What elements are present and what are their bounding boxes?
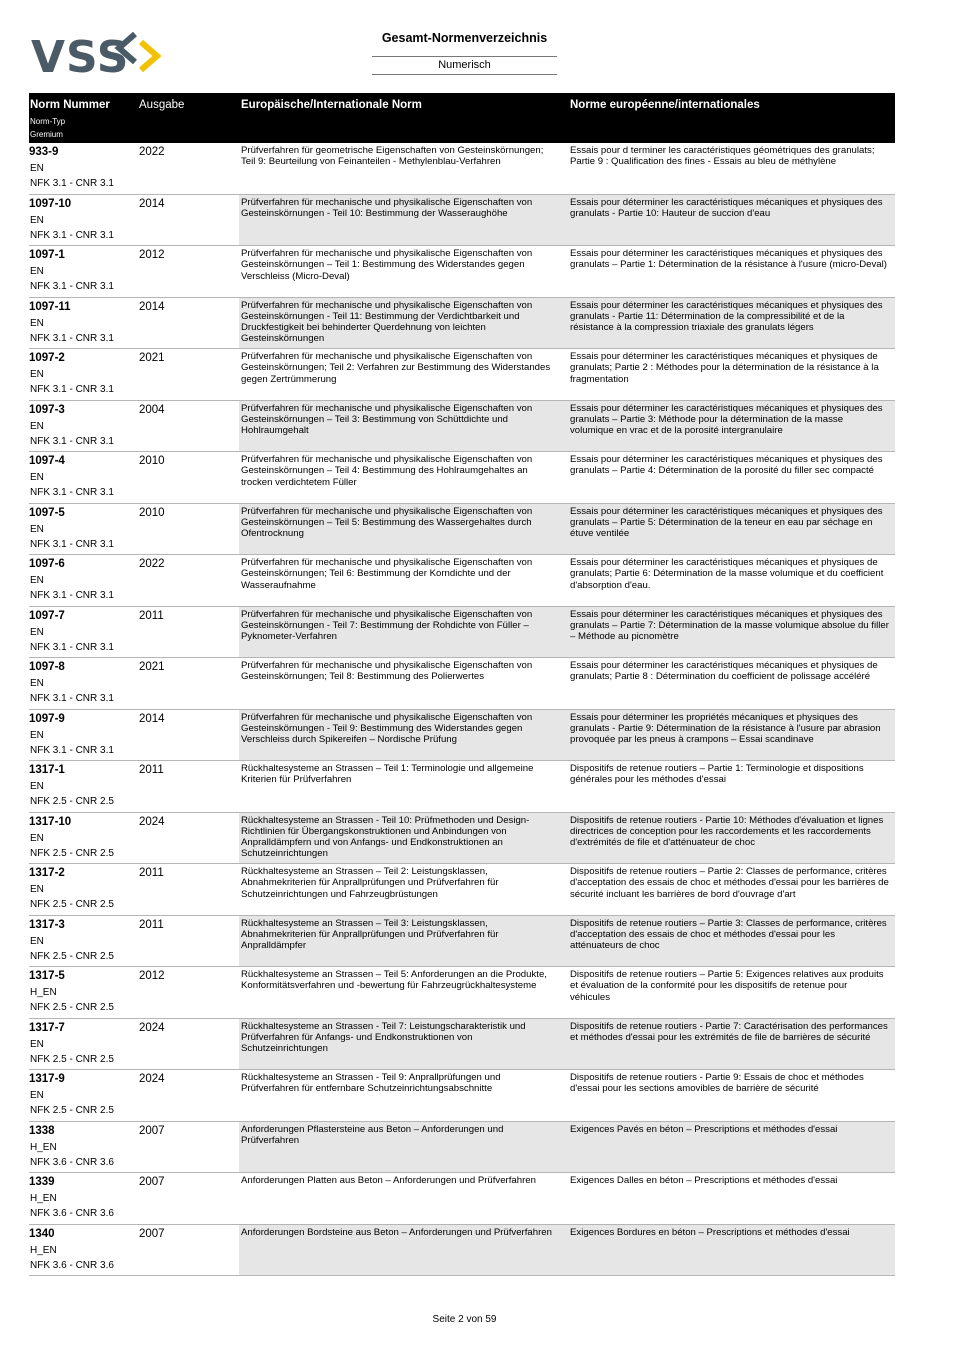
title-french: Essais pour d terminer les caractéristiques géométriques des granulats; Partie 9 : Qualification des fines - Essais au bleu de méthylène xyxy=(570,145,875,168)
header-norm-typ: Norm-Typ xyxy=(30,117,66,126)
title-german: Prüfverfahren für mechanische und physikalische Eigenschaften von Gesteinskörnungen – Teil 3: Bestimmung von Schüttdichte und Hohlraumgehalt xyxy=(239,401,559,452)
edition-year: 2022 xyxy=(139,146,165,158)
norm-type: EN xyxy=(30,884,44,895)
table-row xyxy=(29,1070,895,1122)
norm-number: 1317-2 xyxy=(29,867,65,879)
title-french: Essais pour déterminer les caractéristiques mécaniques et physiques des granulats – Partie 5: Détermination de la teneur en eau par séchage en étuve ventilée xyxy=(559,504,895,555)
title-german: Rückhaltesysteme an Strassen - Teil 9: Anprallprüfungen und Prüfverfahren für entfernbare Schutzeinrichtungsabschnitte xyxy=(241,1072,501,1095)
title-french: Dispositifs de retenue routiers - Partie 9: Essais de choc et méthodes d'essai pour les sections amovibles de barrière de sécurité xyxy=(570,1072,864,1095)
norm-type: EN xyxy=(30,832,44,844)
header-fr: Norme européenne/internationales xyxy=(570,99,760,111)
title-french: Essais pour déterminer les caractéristiques mécaniques et physiques des granulats - Partie 11: Détermination de la compressibilité et de la résistance à la compression triaxiale des granulats légers xyxy=(559,298,895,349)
header-ausgabe: Ausgabe xyxy=(139,99,185,111)
title-german: Prüfverfahren für mechanische und physikalische Eigenschaften von Gesteinskörnungen - Teil 9: Bestimmung des Widerstandes gegen Verschleiss durch Spikereifen – Nordische Prüfung xyxy=(239,710,559,761)
table-row xyxy=(29,452,895,504)
edition-year: 2014 xyxy=(139,197,165,210)
svg-text:VSS: VSS xyxy=(31,32,130,78)
norm-number: 1097-3 xyxy=(29,403,65,416)
title-french: Essais pour déterminer les caractéristiques mécaniques et physiques de granulats; Partie 2 : Méthodes pour la détermination de la résistance à la fragmentation xyxy=(570,351,879,385)
norm-type: EN xyxy=(30,781,44,792)
title-german: Prüfverfahren für mechanische und physikalische Eigenschaften von Gesteinskörnungen – Teil 5: Bestimmung des Wassergehaltes durch Ofentrocknung xyxy=(239,504,559,555)
table-row xyxy=(29,555,895,607)
title-german: Prüfverfahren für mechanische und physikalische Eigenschaften von Gesteinskörnungen – Teil 4: Bestimmung des Hohlraumgehaltes an trocken verdichtetem Füller xyxy=(241,454,533,488)
norm-type: EN xyxy=(30,472,44,483)
edition-year: 2007 xyxy=(139,1124,165,1137)
title-german: Prüfverfahren für mechanische und physikalische Eigenschaften von Gesteinskörnungen - Teil 7: Bestimmung der Rohdichte von Füller – Pyknometer-Verfahren xyxy=(239,607,559,658)
table-row xyxy=(29,864,895,916)
committee: NFK 2.5 - CNR 2.5 xyxy=(30,1105,114,1116)
edition-year: 2010 xyxy=(139,506,165,519)
edition-year: 2022 xyxy=(139,558,165,570)
norm-number: 1317-1 xyxy=(29,764,65,776)
title-french: Essais pour déterminer les propriétés mécaniques et physiques des granulats - Partie 9: Détermination de la résistance à l'usure par abrasion provoquée par les pneus à crampons – Essai scandinave xyxy=(559,710,895,761)
norm-type: H_EN xyxy=(30,1193,57,1204)
table-row xyxy=(29,1225,895,1277)
title-french: Dispositifs de retenue routiers – Partie 3: Classes de performance, critères d'acceptation des essais de choc et méthodes d'essai pour les atténuateurs de choc xyxy=(559,916,895,967)
edition-year: 2011 xyxy=(139,918,164,931)
title-french: Dispositifs de retenue routiers - Partie 10: Méthodes d'évaluation et lignes directrices de conception pour les raccordements et les raccordements d'extrémités de file et d'atténuateur de choc xyxy=(559,813,895,864)
norm-number: 1097-10 xyxy=(29,197,72,210)
committee: NFK 3.1 - CNR 3.1 xyxy=(30,435,114,447)
norm-type: EN xyxy=(30,1090,44,1101)
norm-type: EN xyxy=(30,1038,44,1050)
title-french: Dispositifs de retenue routiers – Partie 2: Classes de performance, critères d'acceptation des essais de choc et méthodes d'essai pour les barrières de sécurité incluant les barrières de bord d'ouvrage d'art xyxy=(570,866,889,900)
norm-number: 1097-5 xyxy=(29,506,65,519)
norm-type: EN xyxy=(30,317,44,329)
committee: NFK 3.1 - CNR 3.1 xyxy=(30,229,114,241)
table-row xyxy=(29,143,895,195)
table-row xyxy=(29,710,895,762)
edition-year: 2007 xyxy=(139,1176,165,1188)
edition-year: 2014 xyxy=(139,712,165,725)
title-german: Prüfverfahren für mechanische und physikalische Eigenschaften von Gesteinskörnungen; Teil 8: Bestimmung des Polierwertes xyxy=(241,660,533,683)
norm-number: 1097-4 xyxy=(29,455,65,467)
table-row xyxy=(29,246,895,298)
title-german: Anforderungen Platten aus Beton – Anforderungen und Prüfverfahren xyxy=(241,1175,536,1186)
header-de: Europäische/Internationale Norm xyxy=(241,99,422,111)
title-french: Essais pour déterminer les caractéristiques mécaniques et physiques des granulats – Partie 4: Détermination de la porosité du filler sec compacté xyxy=(570,454,883,477)
title-german: Anforderungen Pflastersteine aus Beton – Anforderungen und Prüfverfahren xyxy=(239,1122,559,1173)
title-french: Dispositifs de retenue routiers – Partie 1: Terminologie et dispositions générales pour les méthodes d'essai xyxy=(570,763,864,786)
committee: NFK 3.1 - CNR 3.1 xyxy=(30,590,114,601)
title-german: Prüfverfahren für mechanische und physikalische Eigenschaften von Gesteinskörnungen - Teil 10: Bestimmung der Wasseraughöhe xyxy=(239,195,559,246)
committee: NFK 3.1 - CNR 3.1 xyxy=(30,384,114,395)
edition-year: 2007 xyxy=(139,1227,165,1240)
edition-year: 2024 xyxy=(139,815,165,828)
norm-number: 1317-3 xyxy=(29,918,65,931)
edition-year: 2021 xyxy=(139,661,165,673)
vss-logo xyxy=(31,28,161,78)
title-german: Prüfverfahren für geometrische Eigenschaften von Gesteinskörnungen; Teil 9: Beurteilung von Feinanteilen - Methylenblau-Verfahren xyxy=(241,145,544,168)
title-german: Rückhaltesysteme an Strassen – Teil 1: Terminologie und allgemeine Kriterien für Prüfverfahren xyxy=(241,763,534,786)
page-title: Gesamt-Normenverzeichnis xyxy=(381,31,548,45)
norm-type: H_EN xyxy=(30,1141,57,1153)
table-row xyxy=(29,607,895,659)
title-german: Prüfverfahren für mechanische und physikalische Eigenschaften von Gesteinskörnungen - Teil 11: Bestimmung der Verdichtbarkeit und Druckfestigkeit bei behinderter Querdehnung von leichten Gesteinskörnungen xyxy=(239,298,559,349)
title-german: Prüfverfahren für mechanische und physikalische Eigenschaften von Gesteinskörnungen; Teil 2: Verfahren zur Bestimmung des Widerstandes gegen Zertrümmerung xyxy=(241,351,551,385)
title-french: Essais pour déterminer les caractéristiques mécaniques et physiques de granulats; Partie 8 : Détermination du coefficient de polissage accéléré xyxy=(570,660,878,683)
title-french: Exigences Pavés en béton – Prescriptions et méthodes d'essai xyxy=(559,1122,895,1173)
title-german: Prüfverfahren für mechanische und physikalische Eigenschaften von Gesteinskörnungen; Teil 6: Bestimmung der Korndichte und der Wasseraufnahme xyxy=(241,557,533,591)
norm-number: 1317-10 xyxy=(29,815,72,828)
title-german: Prüfverfahren für mechanische und physikalische Eigenschaften von Gesteinskörnungen – Teil 1: Bestimmung des Widerstandes gegen Verschleiss (Micro-Deval) xyxy=(241,248,533,282)
edition-year: 2011 xyxy=(139,609,164,622)
table-header xyxy=(29,93,895,143)
norm-type: EN xyxy=(30,678,44,689)
header-norm-nummer: Norm Nummer xyxy=(30,99,110,111)
title-german: Rückhaltesysteme an Strassen – Teil 5: Anforderungen an die Produkte, Konformitätsverfahren und -bewertung für Fahrzeugrückhaltesysteme xyxy=(241,969,547,992)
committee: NFK 3.1 - CNR 3.1 xyxy=(30,693,114,704)
edition-year: 2021 xyxy=(139,352,165,364)
norm-number: 1340 xyxy=(29,1227,55,1240)
page-number: Seite 2 von 59 xyxy=(432,1314,497,1325)
title-french: Exigences Bordures en béton – Prescriptions et méthodes d'essai xyxy=(559,1225,895,1276)
title-french: Dispositifs de retenue routiers - Partie 7: Caractérisation des performances et méthodes d'essai pour les extrémités de file de barrières de sécurité xyxy=(559,1019,895,1070)
norm-number: 1097-8 xyxy=(29,661,65,673)
title-french: Essais pour déterminer les caractéristiques mécaniques et physiques des granulats - Partie 10: Hauteur de succion d'eau xyxy=(559,195,895,246)
norm-type: EN xyxy=(30,369,44,380)
table-row xyxy=(29,1122,895,1174)
edition-year: 2012 xyxy=(139,249,165,261)
norm-type: EN xyxy=(30,523,44,535)
norm-type: EN xyxy=(30,163,44,174)
committee: NFK 3.1 - CNR 3.1 xyxy=(30,487,114,498)
title-french: Essais pour déterminer les caractéristiques mécaniques et physiques de granulats; Partie 6: Détermination de la masse volumique et du coefficient d'absorption d'eau. xyxy=(570,557,884,591)
edition-year: 2011 xyxy=(139,764,164,776)
table-row xyxy=(29,813,895,865)
table-row xyxy=(29,1019,895,1071)
committee: NFK 3.6 - CNR 3.6 xyxy=(30,1259,114,1271)
title-french: Essais pour déterminer les caractéristiques mécaniques et physiques des granulats – Partie 7: Détermination de la masse volumique absolue du filler – Méthode au picnomètre xyxy=(559,607,895,658)
norm-number: 933-9 xyxy=(29,146,59,158)
edition-year: 2024 xyxy=(139,1073,165,1085)
norm-type: H_EN xyxy=(30,987,57,998)
norm-table-body xyxy=(29,143,895,1276)
divider xyxy=(372,56,557,57)
norm-type: EN xyxy=(30,626,44,638)
committee: NFK 3.1 - CNR 3.1 xyxy=(30,744,114,756)
committee: NFK 3.1 - CNR 3.1 xyxy=(30,332,114,344)
committee: NFK 3.6 - CNR 3.6 xyxy=(30,1156,114,1168)
divider xyxy=(372,74,557,75)
title-french: Exigences Dalles en béton – Prescriptions et méthodes d'essai xyxy=(570,1175,838,1186)
norm-type: EN xyxy=(30,214,44,226)
norm-number: 1097-11 xyxy=(29,300,71,313)
norm-type: EN xyxy=(30,729,44,741)
committee: NFK 2.5 - CNR 2.5 xyxy=(30,899,114,910)
norm-number: 1339 xyxy=(29,1176,55,1188)
committee: NFK 3.1 - CNR 3.1 xyxy=(30,281,114,292)
table-row xyxy=(29,195,895,247)
table-row xyxy=(29,401,895,453)
table-row xyxy=(29,967,895,1019)
table-row xyxy=(29,504,895,556)
table-row xyxy=(29,298,895,350)
norm-number: 1317-7 xyxy=(29,1021,65,1034)
title-german: Anforderungen Bordsteine aus Beton – Anforderungen und Prüfverfahren xyxy=(239,1225,559,1276)
norm-type: EN xyxy=(30,266,44,277)
edition-year: 2010 xyxy=(139,455,165,467)
title-french: Dispositifs de retenue routiers – Partie 5: Exigences relatives aux produits et évaluation de la conformité pour les dispositifs de retenue pour véhicules xyxy=(570,969,884,1003)
table-row xyxy=(29,349,895,401)
norm-number: 1097-1 xyxy=(29,249,65,261)
norm-number: 1317-9 xyxy=(29,1073,65,1085)
committee: NFK 2.5 - CNR 2.5 xyxy=(30,847,114,859)
norm-type: EN xyxy=(30,575,44,586)
title-german: Rückhaltesysteme an Strassen - Teil 7: Leistungscharakteristik und Prüfverfahren für Anfangs- und Endkonstruktionen von Schutzeinrichtungen xyxy=(239,1019,559,1070)
table-row xyxy=(29,916,895,968)
committee: NFK 2.5 - CNR 2.5 xyxy=(30,1002,114,1013)
table-row xyxy=(29,1173,895,1225)
edition-year: 2004 xyxy=(139,403,165,416)
page-subtitle: Numerisch xyxy=(438,59,491,71)
title-german: Rückhaltesysteme an Strassen - Teil 10: Prüfmethoden und Design-Richtlinien für Übergangskonstruktionen und Anbindungen von Anpralldämpfern und von Anfangs- und Endkonstruktionen an Schutzeinrichtungen xyxy=(239,813,559,864)
title-german: Rückhaltesysteme an Strassen – Teil 2: Leistungsklassen, Abnahmekriterien für Anprallprüfungen und Prüfverfahren für Schutzeinrichtungen und Fahrzeugbrüstungen xyxy=(241,866,499,900)
committee: NFK 3.6 - CNR 3.6 xyxy=(30,1208,114,1219)
norm-number: 1097-7 xyxy=(29,609,65,622)
committee: NFK 2.5 - CNR 2.5 xyxy=(30,796,114,807)
edition-year: 2024 xyxy=(139,1021,165,1034)
edition-year: 2014 xyxy=(139,300,165,313)
committee: NFK 2.5 - CNR 2.5 xyxy=(30,1053,114,1065)
committee: NFK 3.1 - CNR 3.1 xyxy=(30,538,114,550)
edition-year: 2011 xyxy=(139,867,164,879)
edition-year: 2012 xyxy=(139,970,165,982)
norm-type: H_EN xyxy=(30,1244,57,1256)
title-french: Essais pour déterminer les caractéristiques mécaniques et physiques des granulats – Partie 1: Détermination de la résistance à l'usure (micro-Deval) xyxy=(570,248,887,271)
norm-number: 1317-5 xyxy=(29,970,65,982)
title-french: Essais pour déterminer les caractéristiques mécaniques et physiques des granulats – Partie 3: Méthode pour la détermination de la masse volumique en vrac et de la porosité intergranulaire xyxy=(559,401,895,452)
norm-number: 1097-2 xyxy=(29,352,65,364)
norm-number: 1097-9 xyxy=(29,712,65,725)
title-german: Rückhaltesysteme an Strassen – Teil 3: Leistungsklassen, Abnahmekriterien für Anprallprüfungen und Prüfverfahren für Anpralldämpfer xyxy=(239,916,559,967)
table-row xyxy=(29,658,895,710)
norm-number: 1097-6 xyxy=(29,558,65,570)
norm-number: 1338 xyxy=(29,1124,55,1137)
table-row xyxy=(29,761,895,813)
header-gremium: Gremium xyxy=(30,130,63,139)
norm-type: EN xyxy=(30,935,44,947)
committee: NFK 2.5 - CNR 2.5 xyxy=(30,950,114,962)
committee: NFK 3.1 - CNR 3.1 xyxy=(30,178,114,189)
committee: NFK 3.1 - CNR 3.1 xyxy=(30,641,114,653)
norm-type: EN xyxy=(30,420,44,432)
